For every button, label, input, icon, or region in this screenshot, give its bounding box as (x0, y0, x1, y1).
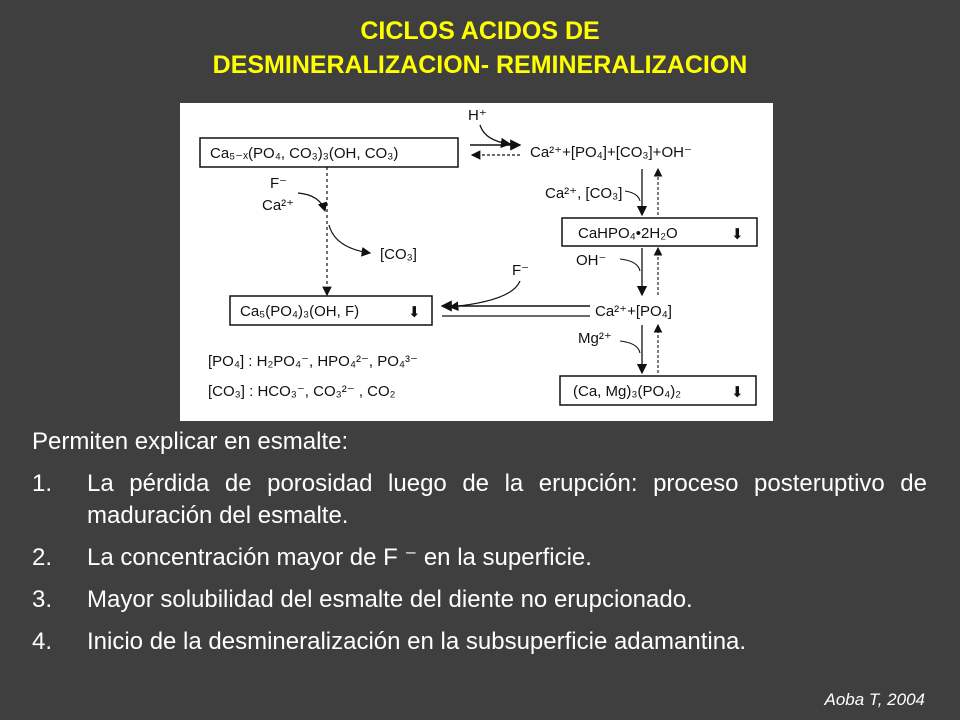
fluorapatite-label: Ca₅(PO₄)₃(OH, F) (240, 303, 360, 320)
list-item (32, 542, 927, 574)
item-text: La concentración mayor de F ⁻ en la superficie. (87, 544, 592, 571)
legend-po4: [PO₄] : H₂PO₄⁻, HPO₄²⁻, PO₄³⁻ (208, 353, 418, 370)
f-mid-arrow (450, 281, 520, 307)
fluorapatite-down-icon: ⬇ (408, 304, 421, 321)
whitlockite-label: (Ca, Mg)₃(PO₄)₂ (573, 383, 682, 400)
ions-mid-label: Ca²⁺+[PO₄] (595, 303, 672, 320)
list-item (32, 468, 927, 532)
reaction-diagram (180, 103, 773, 421)
oh-in-arrow (620, 259, 640, 271)
brushite-label: CaHPO₄•2H₂O (578, 225, 678, 242)
slide-title (0, 14, 960, 82)
explanation-text (32, 426, 927, 668)
item-number: 3. (32, 586, 53, 613)
item-number: 1. (32, 470, 53, 497)
ions-top-label: Ca²⁺+[PO₄]+[CO₃]+OH⁻ (530, 144, 692, 161)
title-line-2: DESMINERALIZACION- REMINERALIZACION (212, 51, 748, 79)
co3-out-arrow (329, 225, 370, 253)
item-text: La pérdida de porosidad luego de la erupción: proceso posteruptivo de maduración del esmalte. (87, 470, 927, 529)
ca-co3-label: Ca²⁺, [CO₃] (545, 185, 623, 202)
ca2-left-label: Ca²⁺ (262, 197, 295, 214)
h-plus-label: H⁺ (468, 107, 487, 124)
co3-out-label: [CO₃] (380, 246, 417, 263)
item-number: 2. (32, 544, 53, 571)
oh-minus-label: OH⁻ (576, 252, 607, 269)
mg-in-arrow (620, 341, 640, 353)
f-minus-label: F⁻ (270, 175, 288, 192)
item-text: Mayor solubilidad del esmalte del diente no erupcionado. (87, 586, 693, 613)
list-item (32, 584, 927, 616)
f-ca-in-arrow (298, 193, 325, 211)
item-text: Inicio de la desmineralización en la subsuperficie adamantina. (87, 628, 747, 655)
ca-co3-in-arrow (625, 191, 640, 201)
legend-co3: [CO₃] : HCO₃⁻, CO₃²⁻ , CO₂ (208, 383, 396, 400)
citation: Aoba T, 2004 (824, 690, 925, 709)
h-plus-arrow (480, 125, 510, 144)
list-item (32, 626, 927, 658)
item-number: 4. (32, 628, 53, 655)
whitlockite-down-icon: ⬇ (731, 384, 744, 401)
mg2-label: Mg²⁺ (578, 330, 612, 347)
intro-text: Permiten explicar en esmalte: (32, 428, 349, 455)
apatite-label: Ca₅₋ₓ(PO₄, CO₃)₃(OH, CO₃) (210, 145, 399, 162)
title-line-1: CICLOS ACIDOS DE (360, 17, 600, 45)
brushite-down-icon: ⬇ (731, 226, 744, 243)
f-minus-mid-label: F⁻ (512, 262, 530, 279)
